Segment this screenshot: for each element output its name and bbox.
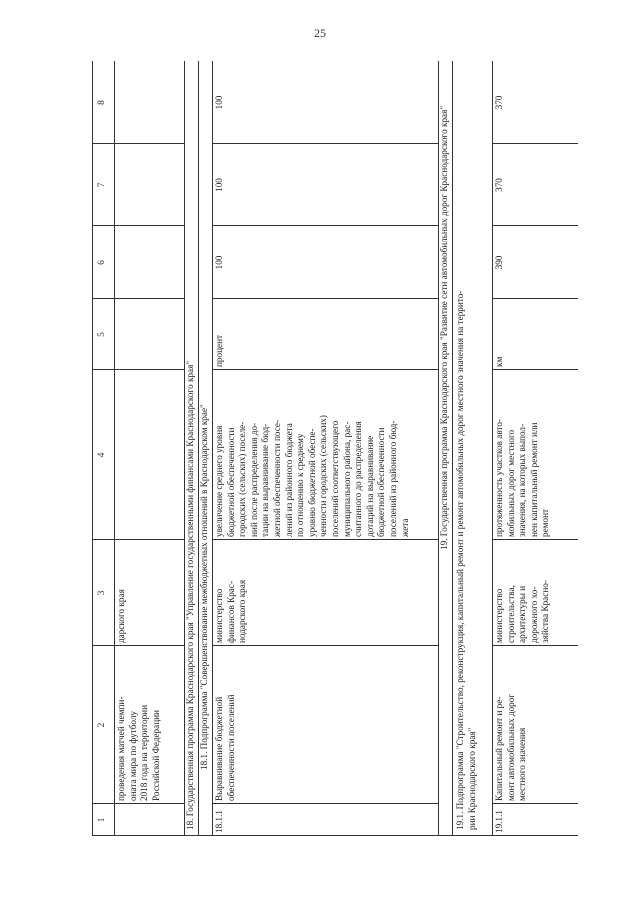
column-number-7: 7: [97, 182, 107, 188]
row-19-1-1-executor: министерство строительства, архитектуры и дорожного хо- зяйства Красно-: [494, 580, 551, 643]
row-19-1-1-value-6: 390: [494, 255, 504, 270]
row-number-18-1-1: 18.1.1: [214, 810, 224, 833]
row-19-1-1-unit: км: [494, 356, 504, 367]
column-number-5: 5: [97, 332, 107, 337]
page-number: 25: [314, 26, 326, 40]
row-18-1-1-value-7: 100: [214, 178, 224, 192]
column-number-4: 4: [97, 452, 107, 458]
row-18-1-1-executor: министерство финансов Крас- нодарского края: [214, 579, 248, 643]
document-table-wrapper: [92, 61, 578, 836]
row-18-1-1-value-8: 100: [214, 95, 224, 110]
continued-row-executor: дарского края: [116, 589, 126, 643]
row-18-1-1-unit: процент: [214, 334, 224, 367]
column-number-8: 8: [97, 100, 107, 105]
column-number-1: 1: [97, 817, 107, 823]
column-number-6: 6: [97, 260, 107, 265]
row-number-19-1-1: 19.1.1: [494, 810, 504, 833]
row-19-1-1-value-7: 370: [494, 178, 504, 192]
program-19-title: 19. Государственная программа Краснодарского края "Развитие сети автомобильных дорог Краснодарского края": [439, 105, 449, 550]
row-19-1-1-value-8: 370: [494, 95, 504, 110]
column-number-2: 2: [97, 722, 107, 728]
table-border-top: [92, 61, 93, 836]
indicators-table: [92, 61, 578, 836]
row-18-1-1-value-6: 100: [214, 255, 224, 270]
subprogram-18-1-title: 18.1. Подпрограмма "Совершенствование межбюджетных отношений в Краснодарском крае": [199, 404, 209, 770]
program-18-title: 18. Государственная программа Краснодарского края "Управление государственными финансами Краснодарского края": [185, 360, 195, 830]
row-18-1-1-indicator: увеличение среднего уровня бюджетной обеспеченности городских (сельских) поселе- ний после распределения до- тации на выравнивание бюд- жетной обеспеченности посе- лений из районного бюджета по отношению к среднему уровню бюджетной обеспе- ченности городских (сельских) поселений соответствующего муниципального района, рас- считанного до распределения дотаций на выравнивание бюджетной обеспеченности поселений из районного бюд- жета: [214, 415, 410, 537]
row-18-1-1-name: Выравнивание бюджетной обеспеченности поселений: [214, 694, 236, 801]
row-19-1-1-indicator: протяженность участков авто- мобильных дорог местного значения, на которых выпол- нен капитальный ремонт или ремонт: [494, 419, 551, 537]
subprogram-19-1-title: 19.1. Подпрограмма "Строительство, реконструкция, капитальный ремонт и ремонт автомобильных дорог местного значения на террито- рии Краснодарского края": [455, 290, 477, 830]
column-number-3: 3: [97, 590, 107, 596]
row-19-1-1-name: Капитальный ремонт и ре- монт автомобильных дорог местного значения: [494, 693, 528, 801]
continued-row-name: проведения матчей чемпи- оната мира по футболу 2018 года на территории Российской Федерации: [116, 696, 161, 801]
